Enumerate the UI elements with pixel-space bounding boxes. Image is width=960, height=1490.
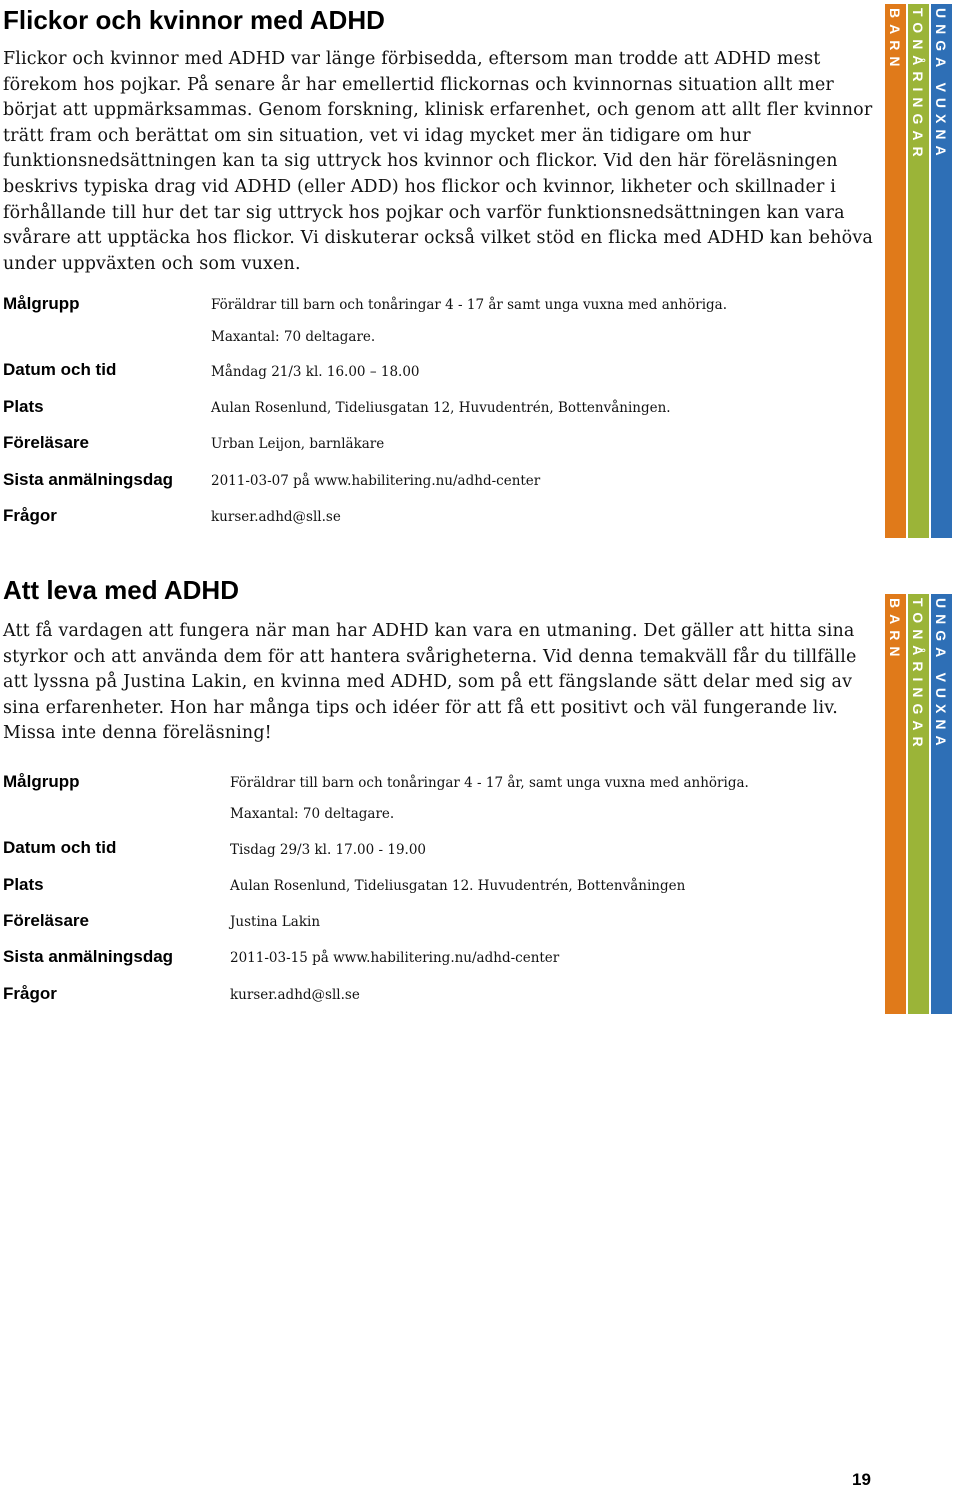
date-time-label: Datum och tid [3, 838, 117, 857]
max-participants: Maxantal: 70 deltagare. [230, 806, 395, 822]
tab-unga-vuxna-label: UNGA VUXNA [933, 598, 949, 752]
tab-barn [885, 594, 906, 1014]
page-number: 19 [852, 1470, 871, 1489]
tab-unga-vuxna [931, 4, 952, 538]
tab-tonaringar-label: TONÅRINGAR [910, 598, 926, 753]
tab-tonaringar [908, 594, 929, 1014]
target-group-value: Föräldrar till barn och tonåringar 4 - 17 år, samt unga vuxna med anhöriga. [230, 775, 749, 791]
tab-unga-vuxna [931, 594, 952, 1014]
date-time-label: Datum och tid [3, 360, 117, 379]
location-label: Plats [3, 397, 44, 416]
lecturer-value: Urban Leijon, barnläkare [211, 436, 385, 452]
questions-label: Frågor [3, 506, 57, 525]
registration-deadline-value[interactable]: 2011-03-15 på www.habilitering.nu/adhd-center [230, 950, 560, 966]
lecturer-value: Justina Lakin [230, 914, 321, 930]
target-group-label: Målgrupp [3, 772, 80, 791]
tab-unga-vuxna-label: UNGA VUXNA [933, 8, 949, 162]
max-participants: Maxantal: 70 deltagare. [211, 329, 376, 345]
lecturer-label: Föreläsare [3, 433, 89, 452]
date-time-value: Tisdag 29/3 kl. 17.00 - 19.00 [230, 842, 427, 858]
target-group-value: Föräldrar till barn och tonåringar 4 - 17 år samt unga vuxna med anhöriga. [211, 297, 728, 313]
tab-tonaringar-label: TONÅRINGAR [910, 8, 926, 163]
questions-email[interactable]: kurser.adhd@sll.se [230, 987, 360, 1003]
tab-tonaringar [908, 4, 929, 538]
event-description: Flickor och kvinnor med ADHD var länge förbisedda, eftersom man trodde att ADHD mest förekom hos pojkar. På senare år har emellertid flickornas och kvinnornas situation allt mer börjat att uppmärksammas. Genom forskning, klinisk erfarenhet, och genom att allt fler kvinnor trätt fram och berättat om sin situation, vet vi idag mycket mer än tidigare om hur funktionsnedsättningen kan ta sig uttryck hos kvinnor och flickor. Vid den här föreläsningen beskrivs typiska drag vid ADHD (eller ADD) hos flickor och kvinnor, likheter och skillnader i förhållande till hur det tar sig uttryck hos pojkar och varför funktionsnedsättningen kan vara svårare att upptäcka hos flickor. Vi diskuterar också vilket stöd en flicka med ADHD kan behöva under uppväxten och som vuxen. [3, 49, 873, 274]
registration-deadline-label: Sista anmälningsdag [3, 470, 174, 489]
tab-barn-label: BARN [887, 598, 903, 663]
event-title: Att leva med ADHD [3, 575, 239, 605]
registration-deadline-value[interactable]: 2011-03-07 på www.habilitering.nu/adhd-center [211, 473, 541, 489]
date-time-value: Måndag 21/3 kl. 16.00 – 18.00 [211, 364, 420, 380]
questions-label: Frågor [3, 984, 57, 1003]
location-value: Aulan Rosenlund, Tideliusgatan 12, Huvudentrén, Bottenvåningen. [211, 400, 671, 416]
lecturer-label: Föreläsare [3, 911, 89, 930]
questions-email[interactable]: kurser.adhd@sll.se [211, 509, 341, 525]
location-value: Aulan Rosenlund, Tideliusgatan 12. Huvudentrén, Bottenvåningen [230, 878, 686, 894]
tab-barn-label: BARN [887, 8, 903, 73]
location-label: Plats [3, 875, 44, 894]
registration-deadline-label: Sista anmälningsdag [3, 947, 174, 966]
target-group-label: Målgrupp [3, 294, 80, 313]
tab-barn [885, 4, 906, 538]
event-title: Flickor och kvinnor med ADHD [3, 5, 385, 35]
event-description: Att få vardagen att fungera när man har ADHD kan vara en utmaning. Det gäller att hitta sina styrkor och att använda dem för att hantera svårigheterna. Vid denna temakväll får du tillfälle att lyssna på Justina Lakin, en kvinna med ADHD, som på ett fängslande sätt delar med sig av sina erfarenheter. Hon har många tips och idéer för att få ett positivt och väl fungerande liv. Missa inte denna föreläsning! [3, 621, 857, 744]
